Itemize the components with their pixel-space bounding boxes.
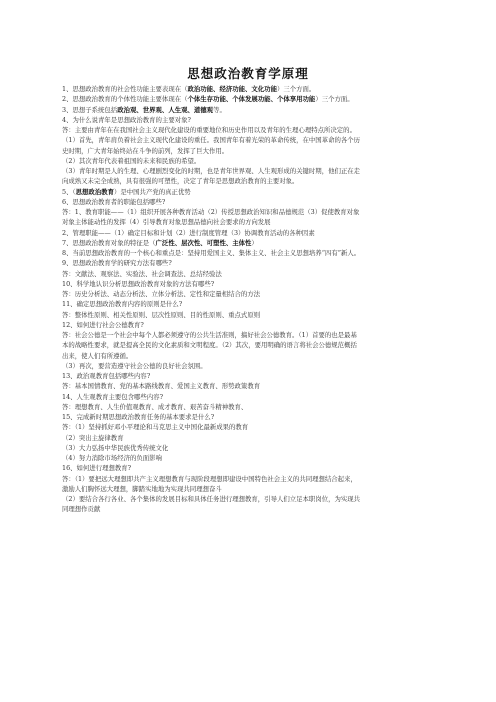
- line-text: 答：文献法、观察法、实验法、社会调查法、总结经验法: [62, 269, 222, 278]
- line-text: 出来，使人们有所遵循。: [62, 351, 133, 360]
- text-line: [62, 402, 434, 412]
- line-text: 答：（1）坚持抓好邓小平理论和马克思主义中国化最新成果的教育: [62, 423, 249, 432]
- line-text: 10、科学地认识分析思想政治教育对象的方法有哪些?: [62, 279, 215, 288]
- text-line: [62, 412, 434, 422]
- text-line: [62, 463, 434, 473]
- text-line: [62, 176, 434, 186]
- line-text: 15、完成新时期思想政治教育任务的基本要求是什么?: [62, 413, 215, 421]
- line-text: 答：社会公德是一个社会中每个人都必须遵守的公共生活准则，搞好社会公德教育。（1）首要的也是最基: [62, 331, 357, 339]
- line-text: 6、思想政治教育者的职能包括哪些?: [62, 197, 166, 206]
- line-text: 12、如何进行社会公德教育?: [62, 320, 144, 329]
- line-text: （2）突出主旋律教育: [62, 433, 124, 442]
- line-text: （2）其次青年代表着祖国的未来和民族的希望。: [62, 156, 201, 165]
- text-line: [62, 115, 434, 125]
- line-text-tail: ）是中国共产党的真正优势: [114, 187, 191, 196]
- line-text: 16、如何进行理想教育?: [62, 464, 132, 473]
- text-line: [62, 228, 434, 238]
- text-line: [62, 392, 434, 402]
- text-line: [62, 289, 434, 299]
- line-text: 13、政治观教育包括哪些内容?: [62, 372, 151, 380]
- text-line: [62, 330, 434, 340]
- line-text: 2、思想政治教育的个体性功能主要体现在（: [62, 95, 188, 104]
- emphasis-text: 个体生存功能、个体发展功能、个体享用功能: [187, 95, 316, 104]
- line-text: 本的战略性要求，就是提高全民的文化素质和文明程度。（2）其次，要用明确的语言将社会公德规范概括: [62, 341, 357, 350]
- line-text: 3、思想子系统包括: [62, 105, 118, 114]
- text-line: [62, 84, 434, 94]
- text-line: [62, 156, 434, 166]
- text-line: [62, 187, 434, 197]
- text-line: [62, 494, 434, 504]
- line-text: （3）再次，要营造遵守社会公德的良好社会氛围。: [62, 361, 207, 370]
- line-text: （2）要结合各行各业、各个集体的发展目标和具体任务进行理想教育，引导人们立足本职岗位，为实现共: [62, 495, 361, 503]
- line-text: 答：（1）要把远大理想即共产主义理想教育与现阶段理想即建设中国特色社会主义的共同理想结合起来，: [62, 474, 357, 483]
- text-line: [62, 371, 434, 381]
- line-text: 答：基本国情教育、党的基本路线教育、爱国主义教育、形势政策教育: [62, 382, 261, 391]
- text-line: [62, 217, 434, 227]
- line-text: 1、思想政治教育的社会性功能主要表现在（: [62, 85, 188, 93]
- emphasis-text: 政治功能、经济功能、文化功能: [187, 85, 277, 93]
- emphasis-text: 思想政治教育: [75, 187, 114, 196]
- text-line: [62, 269, 434, 279]
- line-text: 4、为什么说青年是思想政治教育的主要对象?: [62, 115, 191, 124]
- text-line: [62, 197, 434, 207]
- line-text: 8、当前思想政治教育的一个核心和重点是：坚持用爱国主义、集体主义、社会主义思想培养“四有”新人。: [62, 249, 361, 257]
- text-line: [62, 94, 434, 104]
- line-text: 5、（: [62, 187, 76, 196]
- text-line: [62, 135, 434, 145]
- text-line: [62, 351, 434, 361]
- text-line: [62, 453, 434, 463]
- text-line: [62, 146, 434, 156]
- text-line: [62, 166, 434, 176]
- line-text-tail: ）三个方面。: [315, 95, 354, 104]
- line-text: 答：理想教育、人生价值观教育、成才教育、艰苦奋斗精神教育、: [62, 402, 248, 411]
- text-line: [62, 474, 434, 484]
- line-text: 14、人生观教育主要包含哪些内容?: [62, 392, 164, 401]
- line-text: （1）首先，青年肩负着社会主义现代化建设的重任。我国青年有着光荣的革命传统，在中国革命的各个历: [62, 136, 361, 145]
- line-text-tail: 等。: [213, 105, 226, 114]
- emphasis-text: 政治观、世界观、人生观、道德观: [117, 105, 214, 114]
- line-text-tail: ）三个方面。: [276, 85, 316, 93]
- text-line: [62, 258, 434, 268]
- text-line: [62, 105, 434, 115]
- text-line: [62, 443, 434, 453]
- text-line: [62, 381, 434, 391]
- text-line: [62, 125, 434, 135]
- text-line: [62, 504, 434, 514]
- line-text: 激励人们胸怀远大理想，脚踏实地地为实现共同理想奋斗: [62, 484, 222, 493]
- text-line: [62, 207, 434, 217]
- page-title: 思想政治教育学原理: [187, 66, 309, 81]
- text-line: [62, 484, 434, 494]
- text-line: [62, 340, 434, 350]
- emphasis-text: 广泛性、层次性、可塑性、主体性: [155, 238, 252, 247]
- text-line: [62, 422, 434, 432]
- line-text: 9、思想政治教育学的研究方法有哪些?: [62, 259, 172, 268]
- line-text: 7、思想政治教育对象的特征是（: [62, 238, 156, 247]
- line-text: 答：1、教育职能——（1）组织开展各种教育活动（2）传授思想政治知识和品德规范（3）促使教育对象: [62, 208, 360, 216]
- line-text: 史时期，广大青年始终站在斗争的前列，发挥了巨大作用。: [62, 146, 229, 155]
- text-line: [62, 320, 434, 330]
- text-line: [62, 248, 434, 258]
- line-text: 2、管理职能——（1）确定目标和计划（2）进行制度管理（3）协调教育活动的各种因素: [62, 228, 315, 237]
- document-body: [62, 84, 434, 515]
- line-text: 答：历史分析法、动态分析法、立体分析法、定性和定量相结合的方法: [62, 290, 261, 298]
- text-line: [62, 361, 434, 371]
- text-line: [62, 279, 434, 289]
- text-line: [62, 238, 434, 248]
- line-text: 同理想作贡献: [62, 505, 101, 514]
- line-text: 向成熟又未完全成熟，具有很强的可塑性，决定了青年是思想政治教育的主要对象。: [62, 177, 299, 186]
- line-text: （3）青年时期是人的生理、心理剧烈变化的时期，也是青年世界观、人生观形成的关键时期，他们正在走: [62, 167, 361, 175]
- text-line: [62, 299, 434, 309]
- line-text: 11、确定思想政治教育内容的原则是什么?: [62, 300, 183, 309]
- line-text: （4）努力消除市场经济的负面影响: [62, 454, 162, 462]
- line-text: 答：主要由青年在在我国社会主义现代化建设的重要地位和历史作用以及青年的生理心理特点所决定的。: [62, 126, 356, 134]
- line-text: 对象主体能动性的发挥（4）引导教育对象思想品德向社会要求的方向发展: [62, 218, 271, 227]
- text-line: [62, 310, 434, 320]
- text-line: [62, 433, 434, 443]
- line-text: 答：整体性原则、相关性原则、层次性原则、目的性原则、重点式原则: [62, 310, 261, 319]
- line-text-tail: ）: [251, 238, 258, 247]
- line-text: （3）大力弘扬中华民族优秀传统文化: [62, 443, 169, 452]
